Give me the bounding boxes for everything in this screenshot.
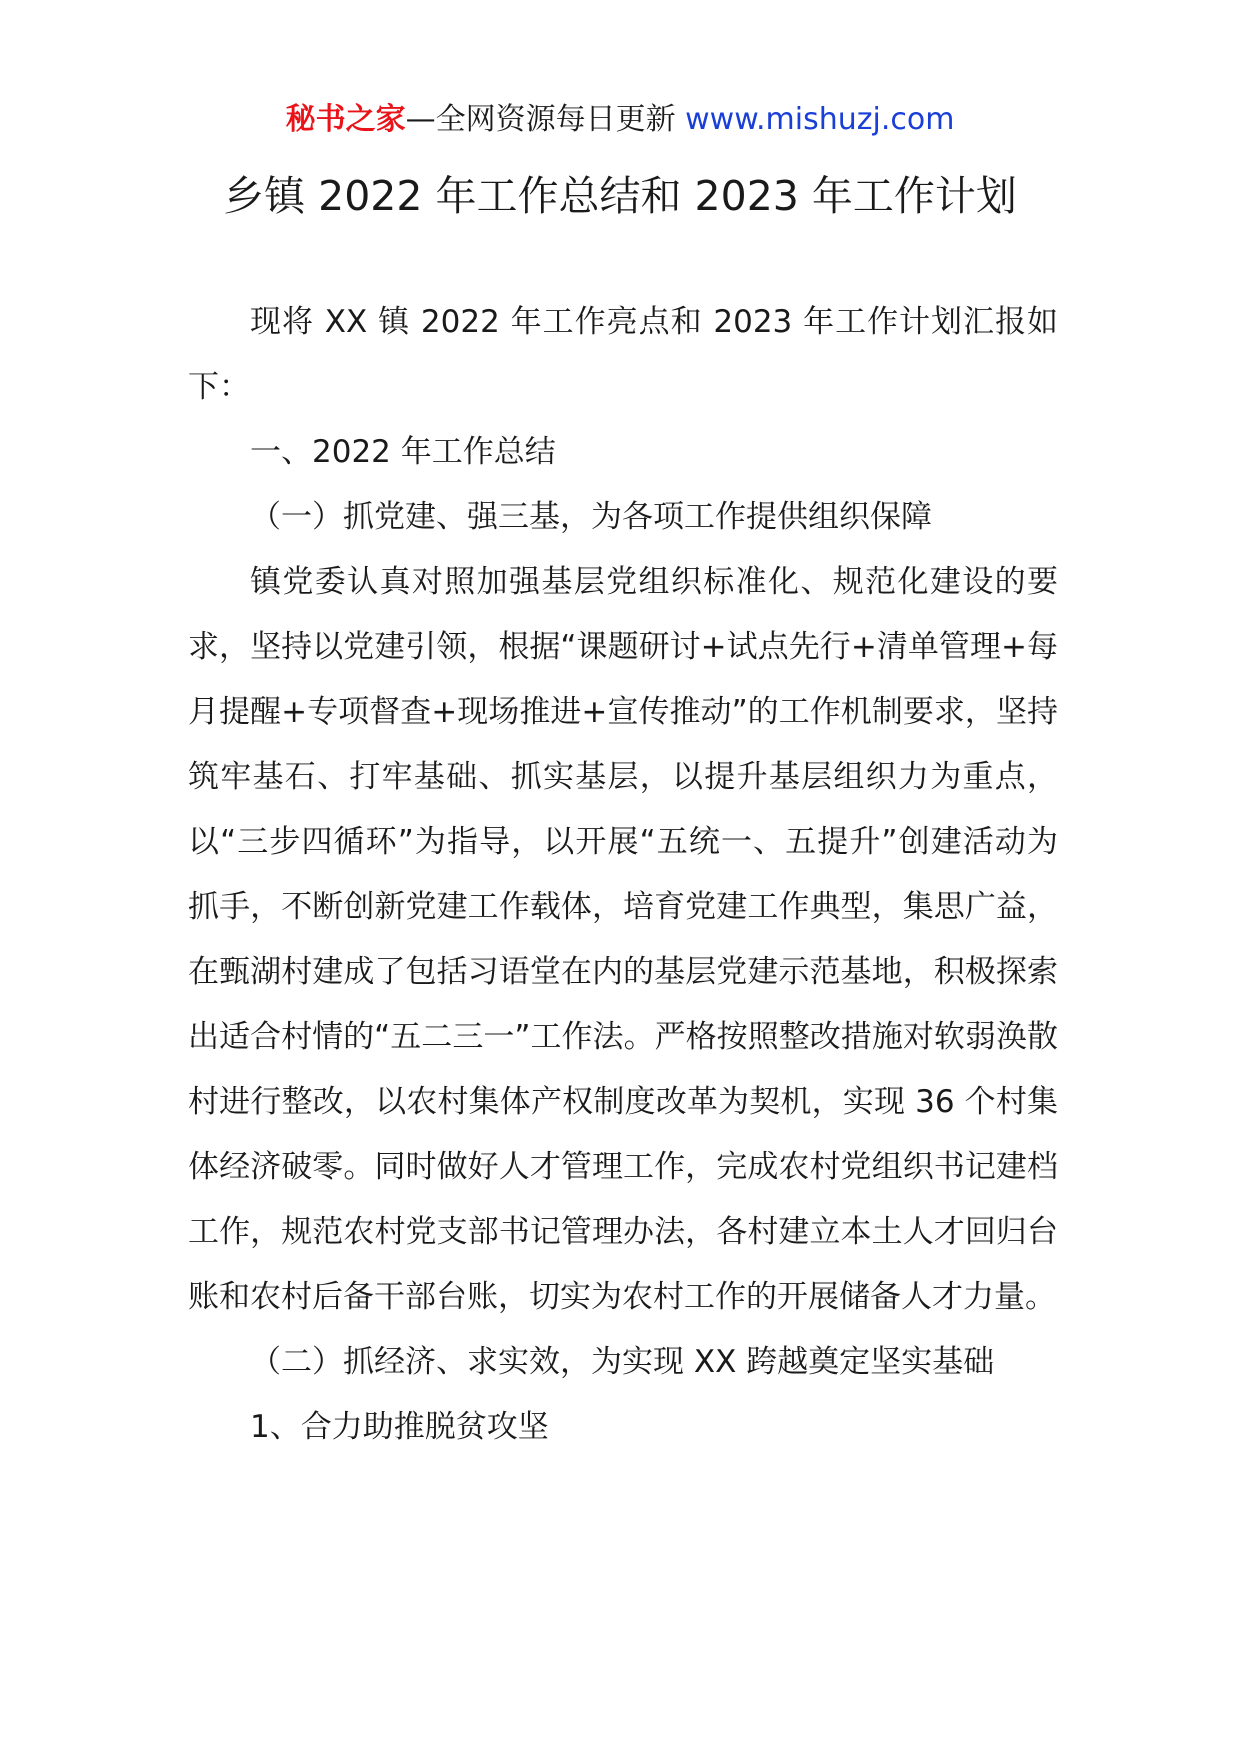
intro-paragraph: 现将 XX 镇 2022 年工作亮点和 2023 年工作计划汇报如下：: [188, 304, 1058, 405]
item-heading-poverty-alleviation: 1、合力助推脱贫攻坚: [250, 1409, 549, 1445]
subsection-heading-party-building: （一）抓党建、强三基，为各项工作提供组织保障: [250, 499, 932, 535]
site-tagline: —全网资源每日更新: [405, 102, 686, 137]
section-heading-summary: 一、2022 年工作总结: [250, 434, 556, 470]
site-url-link[interactable]: www.mishuzj.com: [685, 102, 955, 137]
document-title: 乡镇 2022 年工作总结和 2023 年工作计划: [223, 172, 1017, 220]
site-brand: 秘书之家: [285, 102, 406, 137]
site-header: [0, 100, 1240, 140]
document-body: [188, 290, 1058, 1460]
body-paragraph-party-building: 镇党委认真对照加强基层党组织标准化、规范化建设的要求，坚持以党建引领，根据“课题研讨+试点先行+清单管理+每月提醒+专项督查+现场推进+宣传推动”的工作机制要求，坚持筑牢基石、打牢基础、抓实基层，以提升基层组织力为重点，以“三步四循环”为指导，以开展“五统一、五提升”创建活动为抓手，不断创新党建工作载体，培育党建工作典型，集思广益，在甄湖村建成了包括习语堂在内的基层党建示范基地，积极探索出适合村情的“五二三一”工作法。严格按照整改措施对软弱涣散村进行整改，以农村集体产权制度改革为契机，实现 36 个村集体经济破零。同时做好人才管理工作，完成农村党组织书记建档工作，规范农村党支部书记管理办法，各村建立本土人才回归台账和农村后备干部台账，切实为农村工作的开展储备人才力量。: [188, 564, 1058, 1315]
subsection-heading-economy: （二）抓经济、求实效，为实现 XX 跨越奠定坚实基础: [250, 1344, 995, 1380]
